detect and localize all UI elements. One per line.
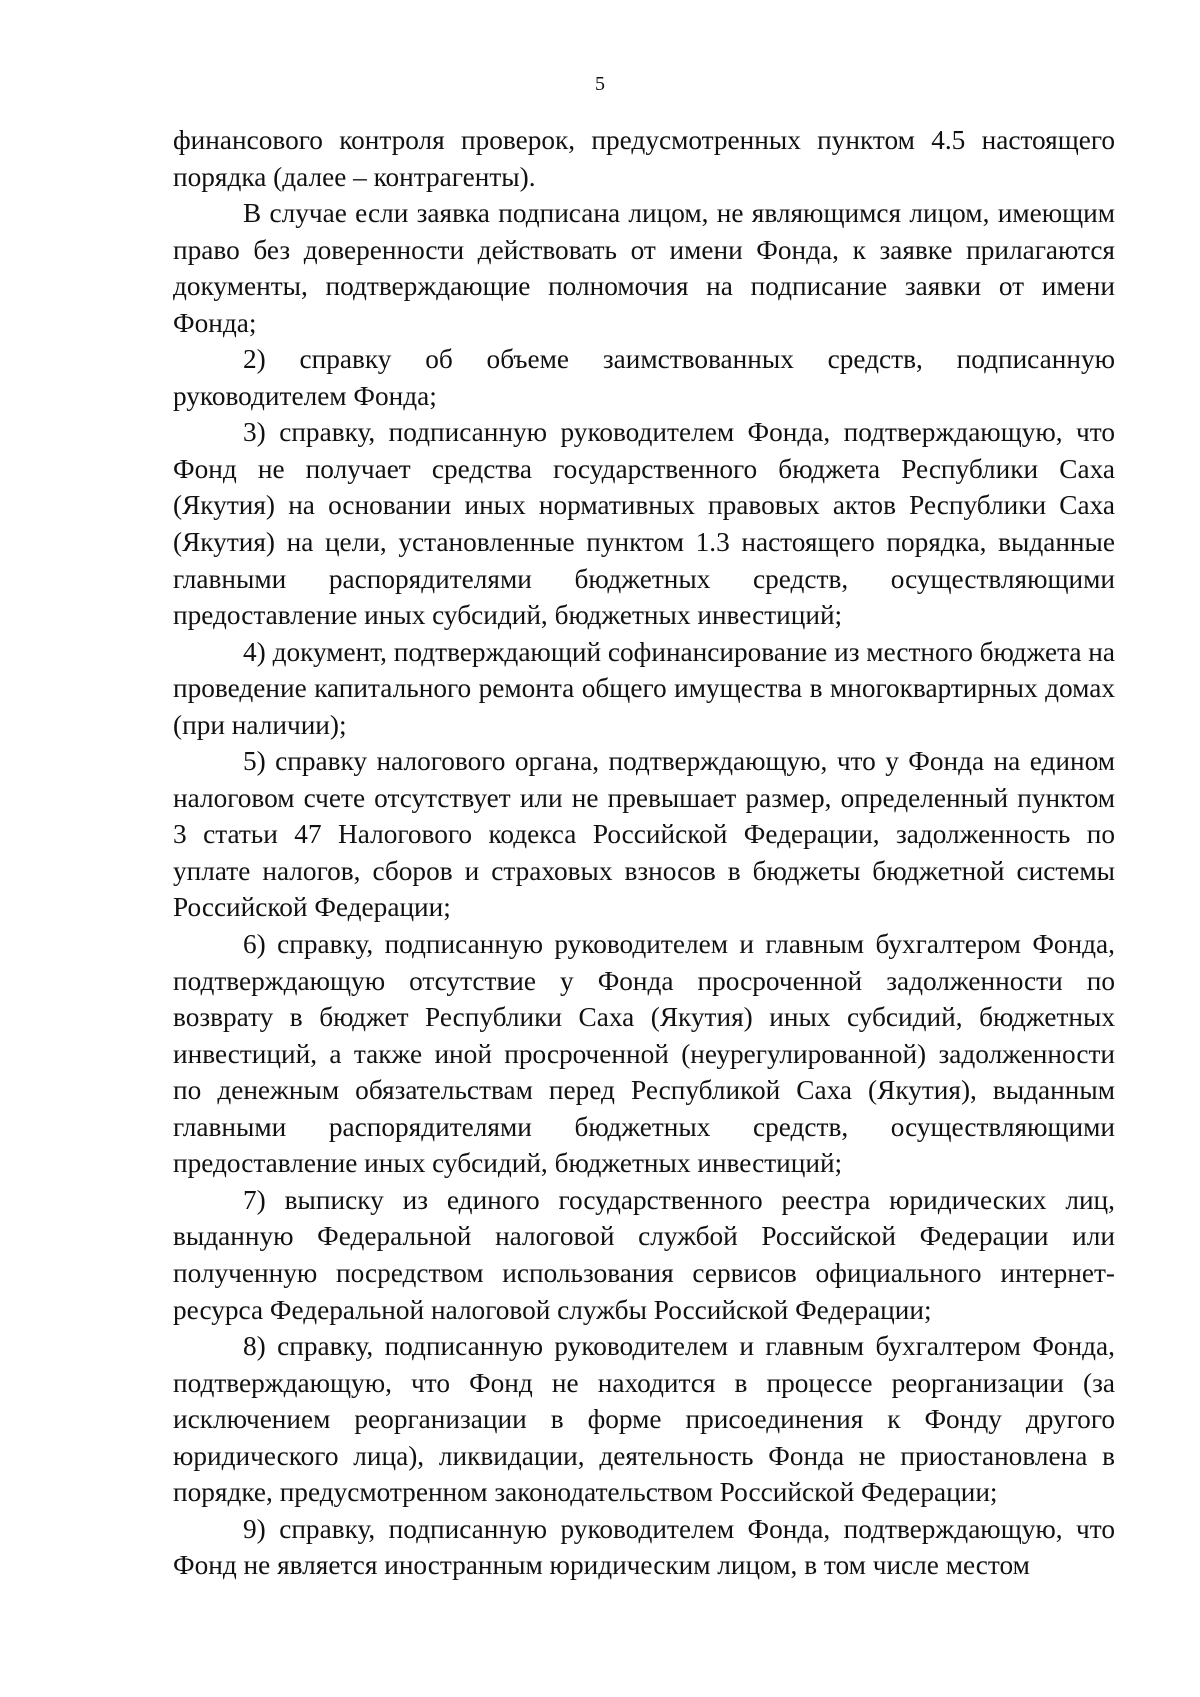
paragraph: 7) выписку из единого государственного реестра юридических лиц, выданную Федеральной налоговой службой Российской Федерации или полученную посредством использования сервисов официального интернет-ресурса Федеральной налоговой службы Российской Федерации; [173, 1184, 1115, 1325]
paragraph: 4) документ, подтверждающий софинансирование из местного бюджета на проведение капитального ремонта общего имущества в многоквартирных домах (при наличии); [173, 636, 1115, 740]
paragraph: 8) справку, подписанную руководителем и главным бухгалтером Фонда, подтверждающую, что Фонд не находится в процессе реорганизации (за исключением реорганизации в форме присоединения к Фонду другого юридического лица), ликвидации, деятельность Фонда не приостановлена в порядке, предусмотренном законодательством Российской Федерации; [173, 1331, 1115, 1508]
document-body [173, 122, 1115, 1584]
paragraph: 9) справку, подписанную руководителем Фонда, подтверждающую, что Фонд не является иностранным юридическим лицом, в том числе местом [173, 1513, 1115, 1581]
paragraph: 6) справку, подписанную руководителем и главным бухгалтером Фонда, подтверждающую отсутствие у Фонда просроченной задолженности по возврату в бюджет Республики Саха (Якутия) иных субсидий, бюджетных инвестиций, а также иной просроченной (неурегулированной) задолженности по денежным обязательствам перед Республикой Саха (Якутия), выданным главными распорядителями бюджетных средств, осуществляющими предоставление иных субсидий, бюджетных инвестиций; [173, 929, 1115, 1179]
paragraph: 2) справку об объеме заимствованных средств, подписанную руководителем Фонда; [173, 344, 1115, 411]
paragraph: В случае если заявка подписана лицом, не являющимся лицом, имеющим право без доверенности действовать от имени Фонда, к заявке прилагаются документы, подтверждающие полномочия на подписание заявки от имени Фонда; [173, 198, 1115, 338]
page-number: 5 [595, 73, 605, 95]
paragraph: финансового контроля проверок, предусмотренных пунктом 4.5 настоящего порядка (далее – контрагенты). [173, 125, 1115, 192]
paragraph: 5) справку налогового органа, подтверждающую, что у Фонда на едином налоговом счете отсутствует или не превышает размер, определенный пунктом 3 статьи 47 Налогового кодекса Российской Федерации, задолженность по уплате налогов, сборов и страховых взносов в бюджеты бюджетной системы Российской Федерации; [173, 746, 1115, 923]
paragraph: 3) справку, подписанную руководителем Фонда, подтверждающую, что Фонд не получает средства государственного бюджета Республики Саха (Якутия) на основании иных нормативных правовых актов Республики Саха (Якутия) на цели, установленные пунктом 1.3 настоящего порядка, выданные главными распорядителями бюджетных средств, осуществляющими предоставление иных субсидий, бюджетных инвестиций; [173, 417, 1115, 631]
